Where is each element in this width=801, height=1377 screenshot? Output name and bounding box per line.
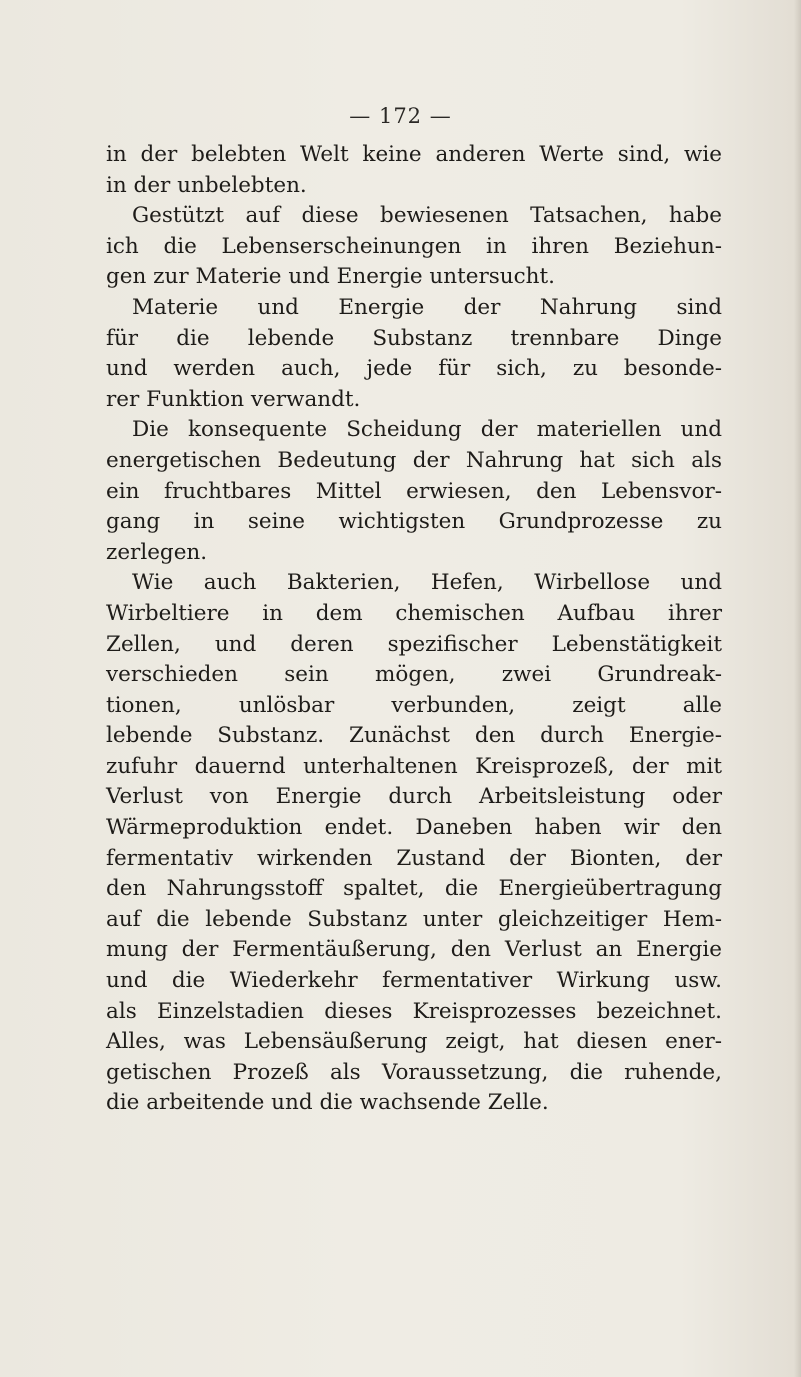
text-line: zerlegen. bbox=[106, 539, 208, 565]
text-line: Die konsequente Scheidung der materiellen und bbox=[132, 417, 722, 443]
text-line: gang in seine wichtigsten Grundprozesse zu bbox=[106, 509, 722, 535]
page-number: — 172 — bbox=[349, 104, 452, 128]
text-line: für die lebende Substanz trennbare Dinge bbox=[106, 325, 722, 351]
text-line: fermentativ wirkenden Zustand der Bionten, der bbox=[106, 845, 722, 871]
text-line: und die Wiederkehr fermentativer Wirkung usw. bbox=[106, 968, 722, 994]
text-line: getischen Prozeß als Voraussetzung, die ruhende, bbox=[106, 1059, 722, 1085]
text-line: Alles, was Lebensäußerung zeigt, hat diesen ener- bbox=[106, 1029, 722, 1055]
text-line: in der unbelebten. bbox=[106, 172, 307, 198]
text-line: Zellen, und deren spezifischer Lebenstätigkeit bbox=[106, 631, 722, 657]
text-line: mung der Fermentäußerung, den Verlust an Energie bbox=[106, 937, 722, 963]
text-line: Materie und Energie der Nahrung sind bbox=[132, 294, 722, 320]
text-line: lebende Substanz. Zunächst den durch Energie- bbox=[106, 723, 722, 749]
text-line: Gestützt auf diese bewiesenen Tatsachen, habe bbox=[132, 203, 722, 229]
text-line: den Nahrungsstoff spaltet, die Energieübertragung bbox=[106, 876, 722, 902]
text-line: Verlust von Energie durch Arbeitsleistung oder bbox=[106, 784, 722, 810]
text-line: energetischen Bedeutung der Nahrung hat sich als bbox=[106, 447, 722, 473]
text-line: in der belebten Welt keine anderen Werte sind, wie bbox=[106, 142, 722, 167]
text-line: als Einzelstadien dieses Kreisprozesses bezeichnet. bbox=[106, 998, 722, 1024]
text-line: zufuhr dauernd unterhaltenen Kreisprozeß, der mit bbox=[106, 753, 722, 779]
text-line: die arbeitende und die wachsende Zelle. bbox=[106, 1090, 549, 1116]
body-text bbox=[106, 140, 722, 1119]
text-line: tionen, unlösbar verbunden, zeigt alle bbox=[106, 692, 722, 718]
text-line: Wärmeproduktion endet. Daneben haben wir den bbox=[106, 815, 722, 841]
text-line: rer Funktion verwandt. bbox=[106, 386, 361, 412]
text-line: ein fruchtbares Mittel erwiesen, den Lebensvor- bbox=[106, 478, 722, 504]
text-line: Wirbeltiere in dem chemischen Aufbau ihrer bbox=[106, 600, 722, 626]
text-line: und werden auch, jede für sich, zu besonde- bbox=[106, 356, 722, 382]
page-edge-shadow bbox=[794, 0, 801, 1377]
text-line: Wie auch Bakterien, Hefen, Wirbellose und bbox=[132, 570, 722, 596]
text-line: ich die Lebenserscheinungen in ihren Beziehun- bbox=[106, 233, 722, 259]
text-line: gen zur Materie und Energie untersucht. bbox=[106, 264, 555, 290]
text-line: verschieden sein mögen, zwei Grundreak- bbox=[106, 662, 722, 688]
text-line: auf die lebende Substanz unter gleichzeitiger Hem- bbox=[106, 906, 722, 932]
